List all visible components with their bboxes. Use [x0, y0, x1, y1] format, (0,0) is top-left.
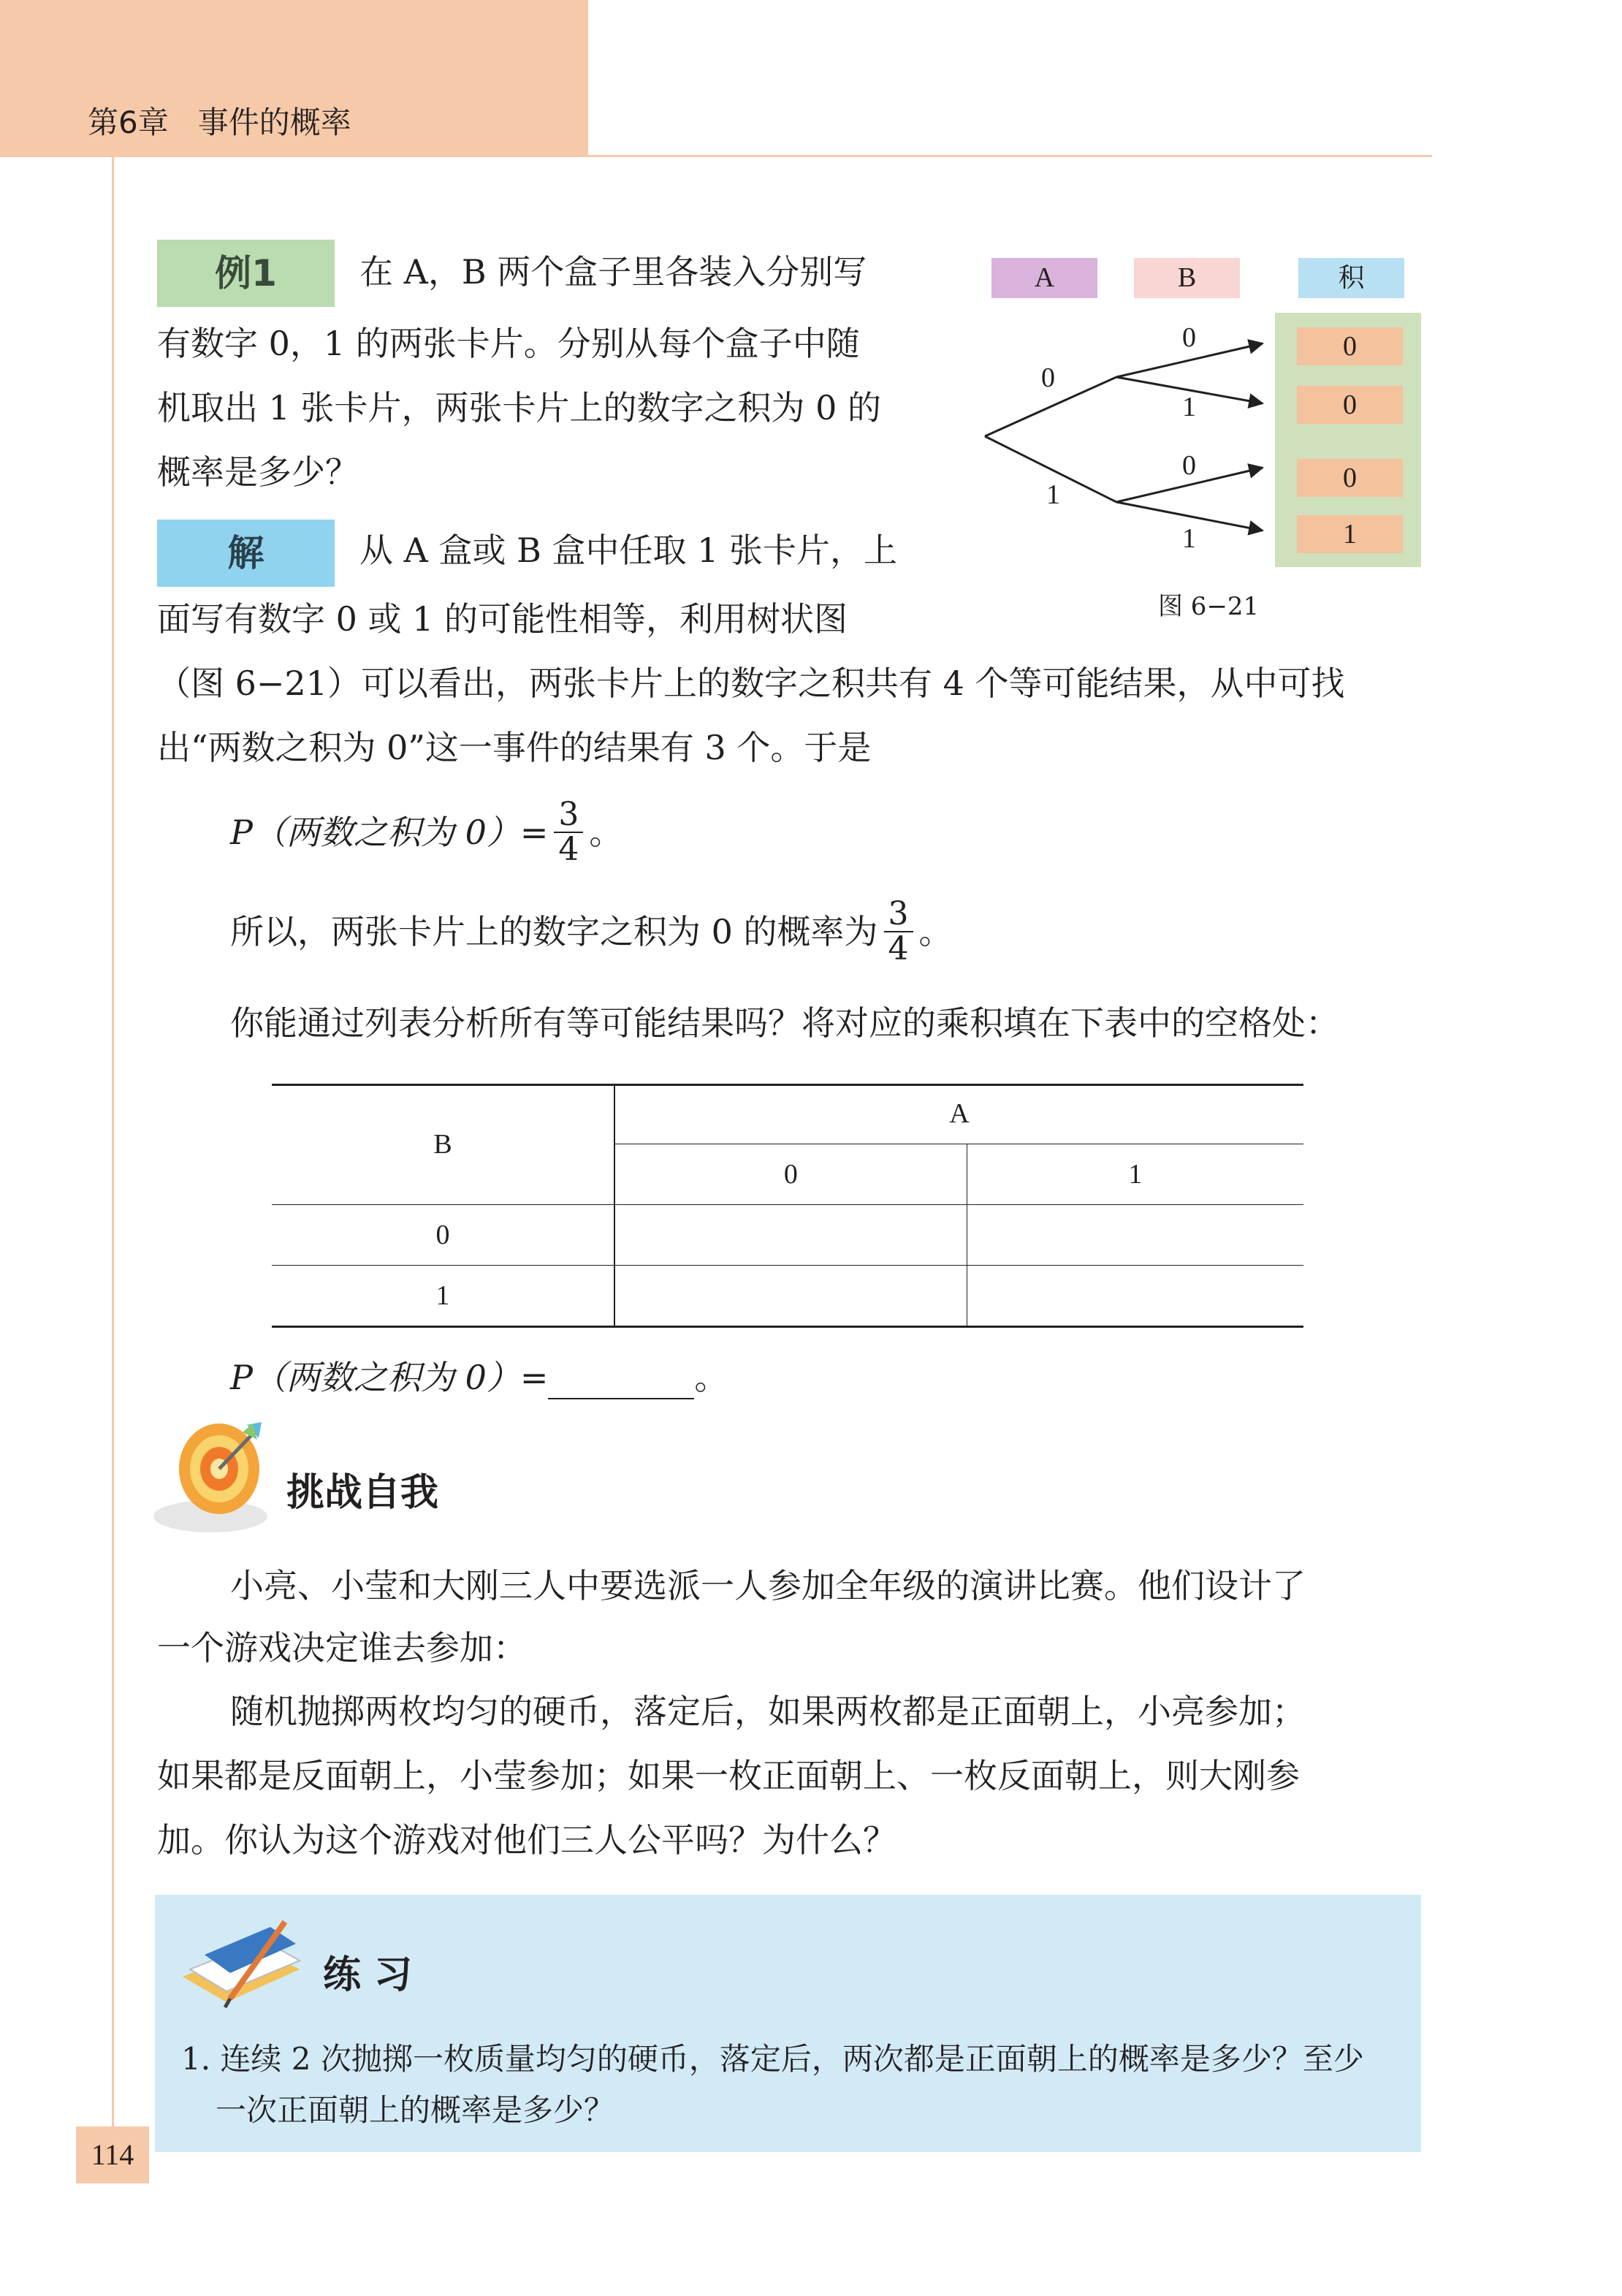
product-cell-1: 0	[1297, 327, 1403, 365]
table-col-0: 0	[614, 1144, 967, 1205]
chapter-title	[88, 99, 351, 142]
blank-suffix: 。	[694, 1358, 728, 1397]
chapter-name: 事件的概率	[197, 104, 351, 140]
table-col-header: A	[614, 1084, 1303, 1144]
figure-caption: 图 6−21	[1158, 592, 1260, 621]
challenge-line-2: 一个游戏决定谁去参加：	[157, 1628, 527, 1668]
formula-end: 。	[589, 813, 623, 852]
product-cell-4: 1	[1297, 515, 1403, 553]
challenge-line-4: 如果都是反面朝上，小莹参加；如果一枚正面朝上、一枚反面朝上，则大刚参	[157, 1756, 1300, 1795]
conclusion-numerator: 3	[888, 895, 909, 932]
conclusion-end: 。	[918, 912, 953, 951]
blank-answer-line	[230, 1356, 728, 1399]
conclusion-fraction	[884, 897, 913, 966]
product-table	[272, 1084, 1303, 1328]
tree-label-b1-top: 1	[1182, 392, 1196, 422]
example-badge: 例1	[157, 240, 335, 307]
tree-header-product: 积	[1298, 258, 1404, 298]
header-rule	[588, 155, 1432, 157]
practice-line-2: 一次正面朝上的概率是多少？	[216, 2092, 615, 2128]
product-cell-3: 0	[1297, 459, 1403, 497]
practice-title: 练习	[323, 1953, 426, 1997]
example-line-1: 在 A，B 两个盒子里各装入分别写	[359, 252, 867, 292]
challenge-title: 挑战自我	[286, 1471, 439, 1515]
product-cell-2: 0	[1297, 386, 1403, 424]
practice-line-1: 1. 连续 2 次抛掷一枚质量均匀的硬币，落定后，两次都是正面朝上的概率是多少？至少	[181, 2041, 1364, 2077]
tree-label-a1: 1	[1046, 479, 1060, 510]
table-cell[interactable]	[614, 1205, 967, 1266]
formula-text: P（两数之积为 0）=	[230, 813, 549, 852]
fraction-numerator: 3	[558, 796, 579, 833]
challenge-line-1: 小亮、小莹和大刚三人中要选派一人参加全年级的演讲比赛。他们设计了	[230, 1566, 1306, 1605]
conclusion	[230, 897, 953, 966]
table-question: 你能通过列表分析所有等可能结果吗？将对应的乘积填在下表中的空格处：	[230, 1003, 1339, 1043]
table-cell[interactable]	[967, 1205, 1303, 1266]
challenge-line-5: 加。你认为这个游戏对他们三人公平吗？为什么？	[157, 1820, 896, 1860]
tree-label-b0-bottom: 0	[1182, 450, 1196, 481]
blank-prefix: P（两数之积为 0）=	[230, 1358, 549, 1397]
table-cell[interactable]	[967, 1266, 1303, 1327]
example-line-2: 有数字 0，1 的两张卡片。分别从每个盒子中随	[157, 324, 860, 363]
solution-badge: 解	[157, 520, 335, 587]
solution-line-3: （图 6−21）可以看出，两张卡片上的数字之积共有 4 个等可能结果，从中可找	[157, 664, 1345, 703]
solution-line-1: 从 A 盒或 B 盒中任取 1 张卡片，上	[359, 531, 898, 570]
page-number: 114	[76, 2126, 149, 2183]
table-col-1: 1	[967, 1144, 1303, 1205]
margin-line	[112, 157, 114, 2141]
challenge-line-3: 随机抛掷两枚均匀的硬币，落定后，如果两枚都是正面朝上，小亮参加；	[230, 1692, 1306, 1731]
example-line-3: 机取出 1 张卡片，两张卡片上的数字之积为 0 的	[157, 388, 882, 427]
tree-header-a: A	[991, 258, 1097, 298]
fraction-denominator: 4	[554, 832, 583, 867]
answer-blank[interactable]	[548, 1369, 694, 1399]
chapter-number: 第6章	[88, 104, 169, 140]
probability-formula	[230, 798, 622, 867]
tree-header-b: B	[1134, 258, 1240, 298]
tree-label-b1-bottom: 1	[1182, 523, 1196, 554]
conclusion-denominator: 4	[884, 931, 913, 966]
target-icon	[152, 1418, 269, 1542]
solution-line-2: 面写有数字 0 或 1 的可能性相等，利用树状图	[157, 599, 848, 639]
table-row-header: B	[272, 1084, 614, 1205]
table-row-1: 1	[272, 1266, 614, 1327]
notebook-pencil-icon	[175, 1918, 307, 2013]
solution-line-4: 出“两数之积为 0”这一事件的结果有 3 个。于是	[157, 728, 872, 767]
table-row-0: 0	[272, 1205, 614, 1266]
conclusion-text: 所以，两张卡片上的数字之积为 0 的概率为	[230, 912, 878, 951]
table-cell[interactable]	[614, 1266, 967, 1327]
example-line-4: 概率是多少？	[157, 452, 359, 492]
tree-branches	[979, 322, 1271, 555]
fraction	[554, 798, 583, 867]
tree-label-a0: 0	[1041, 362, 1055, 393]
tree-label-b0-top: 0	[1182, 322, 1196, 353]
